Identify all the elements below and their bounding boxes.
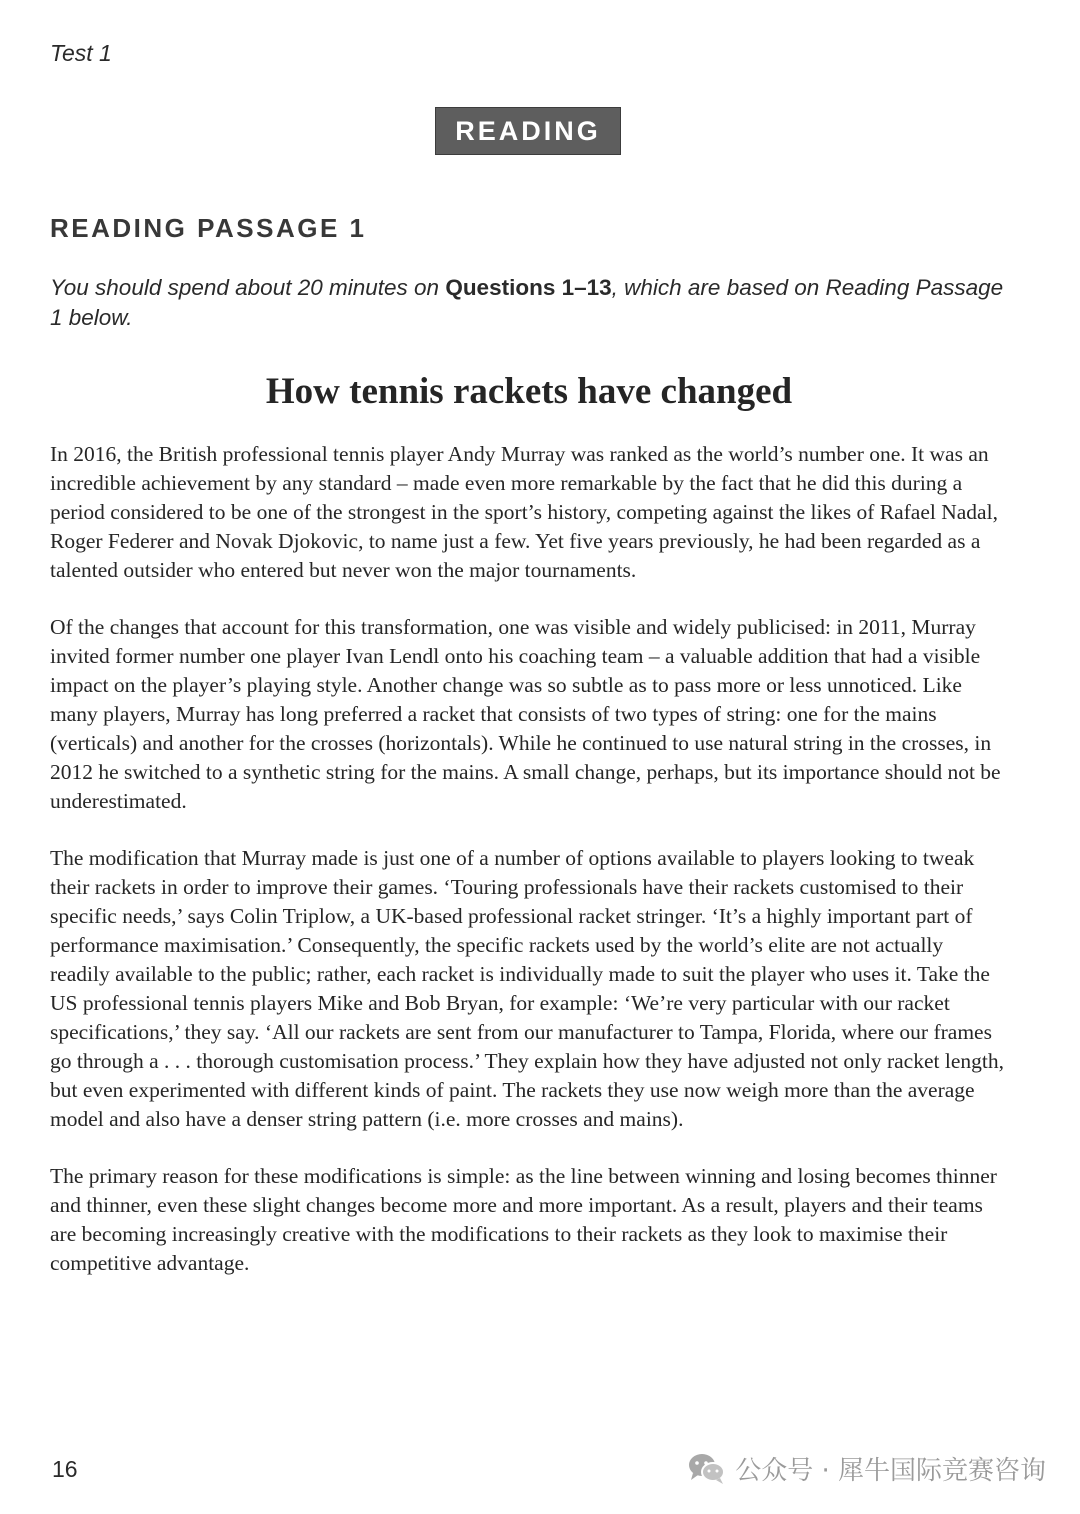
instructions-prefix: You should spend about 20 minutes on [50,275,446,300]
instructions [50,273,1010,333]
test-label: Test 1 [50,40,112,66]
passage-heading: READING PASSAGE 1 [50,213,367,243]
passage-paragraph-2: Of the changes that account for this transformation, one was visible and widely publicised: in 2011, Murray invited former number one player Ivan Lendl onto his coaching team – a valuable addition that had a visible impact on the player’s playing style. Another change was so subtle as to pass more or less unnoticed. Like many players, Murray has long preferred a racket that consists of two types of string: one for the mains (verticals) and another for the crosses (horizontals). While he continued to use natural string in the crosses, in 2012 he switched to a synthetic string for the mains. A small change, perhaps, but its importance should not be underestimated. [50,615,1001,813]
passage-paragraph-4: The primary reason for these modifications is simple: as the line between winning and losing becomes thinner and thinner, even these slight changes become more and more important. As a result, players and their teams are becoming increasingly creative with the modifications to their rackets as they look to maximise their competitive advantage. [50,1164,997,1275]
wechat-icon [687,1452,727,1486]
passage-paragraph-1: In 2016, the British professional tennis player Andy Murray was ranked as the world’s number one. It was an incredible achievement by any standard – made even more remarkable by the fact that he did this during a period considered to be one of the strongest in the sport’s history, competing against the likes of Rafael Nadal, Roger Federer and Novak Djokovic, to name just a few. Yet five years previously, he had been regarded as a talented outsider who entered but never won the major tournaments. [50,442,998,582]
passage-body [50,440,1005,1306]
passage-paragraph-3: The modification that Murray made is just one of a number of options available to players looking to tweak their rackets in order to improve their games. ‘Touring professionals have their rackets customised to their specific needs,’ says Colin Triplow, a UK-based professional racket stringer. ‘It’s a highly important part of performance maximisation.’ Consequently, the specific rackets used by the world’s elite are not actually readily available to the public; rather, each racket is individually made to suit the player who uses it. Take the US professional tennis players Mike and Bob Bryan, for example: ‘We’re very particular with our racket specifications,’ they say. ‘All our rackets are sent from our manufacturer to Tampa, Florida, where our frames go through a . . . thorough customisation process.’ They explain how they have adjusted not only racket length, but even experimented with different kinds of paint. The rackets they use now weigh more than the average model and also have a denser string pattern (i.e. more crosses and mains). [50,846,1004,1131]
watermark-text: 公众号 · 犀牛国际竞赛咨询 [735,1456,1046,1486]
page-number: 16 [52,1456,78,1482]
reading-section-banner: READING [435,107,621,155]
passage-title: How tennis rackets have changed [265,371,793,412]
instructions-questions-range: Questions 1–13 [445,275,612,300]
instructions-suffix: , which are based on Reading Passage 1 below. [50,275,1004,330]
watermark [687,1450,1046,1487]
